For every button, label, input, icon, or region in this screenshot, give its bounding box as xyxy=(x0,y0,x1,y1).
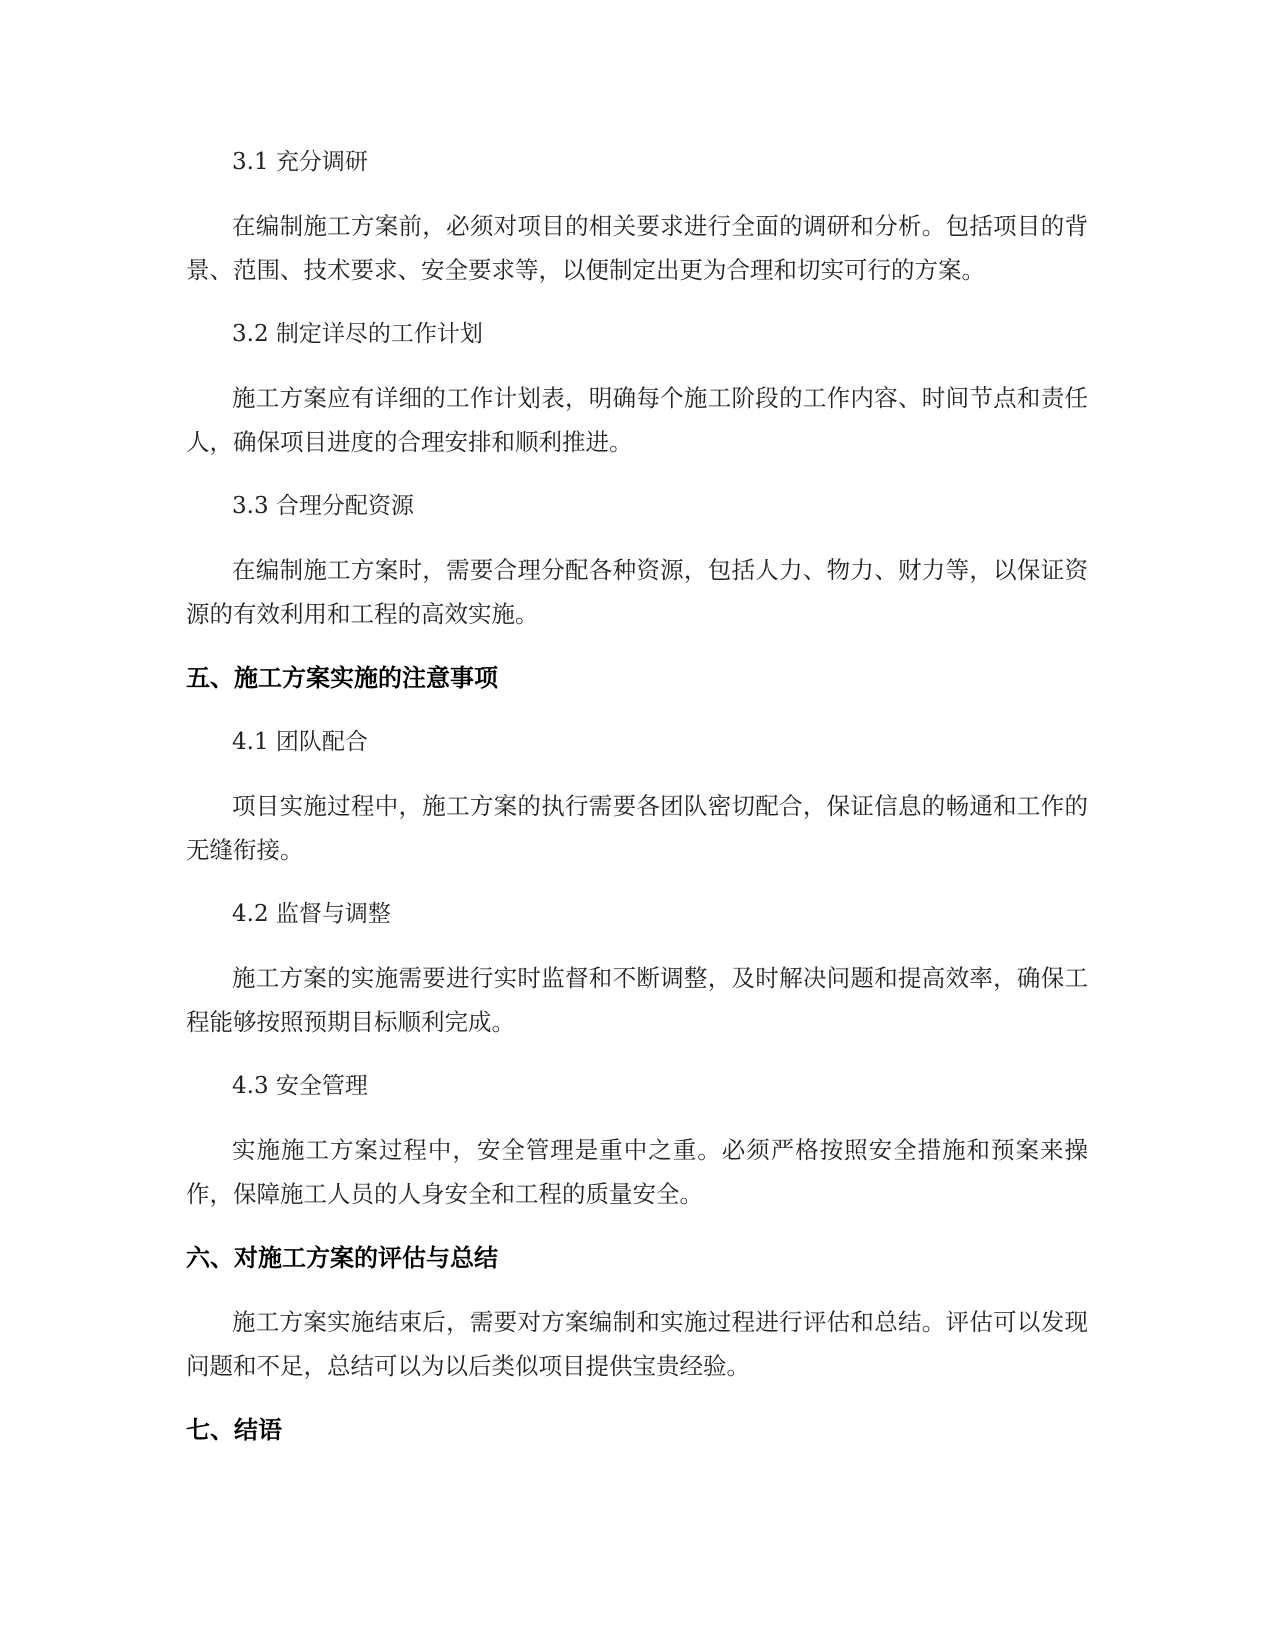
section-heading-5: 五、施工方案实施的注意事项 xyxy=(186,664,498,692)
paragraph-3-1: 在编制施工方案前，必须对项目的相关要求进行全面的调研和分析。包括项目的背景、范围、技术要求、安全要求等，以便制定出更为合理和切实可行的方案。 xyxy=(186,212,1088,284)
subsection-title-4-1: 4.1 团队配合 xyxy=(232,729,368,755)
paragraph-4-1: 项目实施过程中，施工方案的执行需要各团队密切配合，保证信息的畅通和工作的无缝衔接。 xyxy=(186,792,1088,864)
paragraph-6: 施工方案实施结束后，需要对方案编制和实施过程进行评估和总结。评估可以发现问题和不足，总结可以为以后类似项目提供宝贵经验。 xyxy=(186,1308,1088,1380)
paragraph-3-2: 施工方案应有详细的工作计划表，明确每个施工阶段的工作内容、时间节点和责任人，确保项目进度的合理安排和顺利推进。 xyxy=(186,384,1088,456)
subsection-title-4-2: 4.2 监督与调整 xyxy=(232,901,391,927)
subsection-title-3-2: 3.2 制定详尽的工作计划 xyxy=(232,321,483,347)
section-heading-6: 六、对施工方案的评估与总结 xyxy=(186,1244,498,1272)
subsection-title-4-3: 4.3 安全管理 xyxy=(232,1073,368,1099)
paragraph-4-2: 施工方案的实施需要进行实时监督和不断调整，及时解决问题和提高效率，确保工程能够按照预期目标顺利完成。 xyxy=(186,964,1088,1036)
paragraph-3-3: 在编制施工方案时，需要合理分配各种资源，包括人力、物力、财力等，以保证资源的有效利用和工程的高效实施。 xyxy=(186,556,1088,628)
subsection-title-3-3: 3.3 合理分配资源 xyxy=(232,493,414,519)
paragraph-4-3: 实施施工方案过程中，安全管理是重中之重。必须严格按照安全措施和预案来操作，保障施工人员的人身安全和工程的质量安全。 xyxy=(186,1136,1088,1208)
document-body xyxy=(186,140,1088,1472)
section-heading-7: 七、结语 xyxy=(186,1416,282,1444)
subsection-title-3-1: 3.1 充分调研 xyxy=(232,149,368,175)
